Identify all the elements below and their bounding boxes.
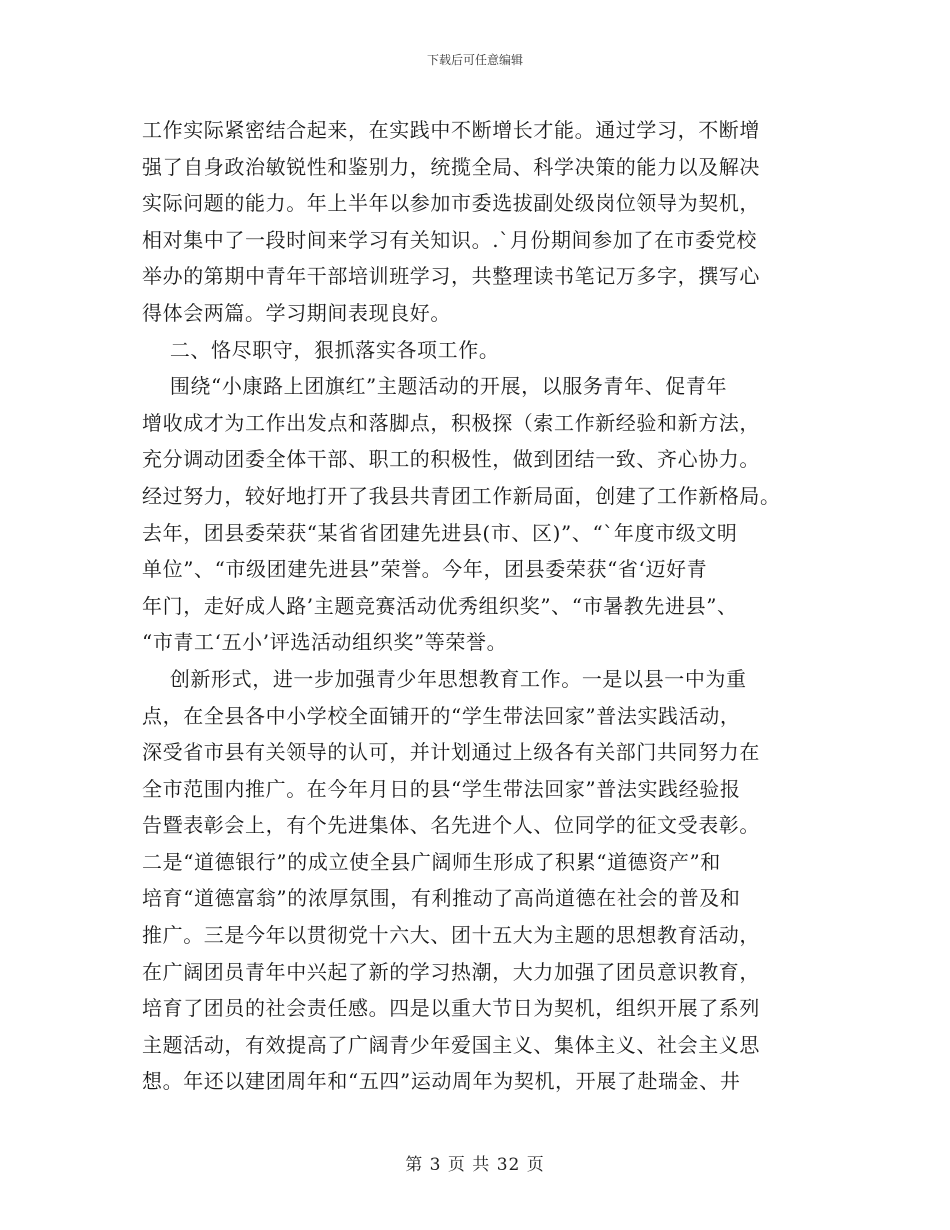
text-line: 年门，走好成人路’主题竞赛活动优秀组织奖”、“市暑教先进县”、 (142, 593, 738, 618)
text-line: 去年，团县委荣获“某省省团建先进县(市、区)”、“`年度市级文明 (142, 520, 738, 545)
text-line: 告暨表彰会上，有个先进集体、名先进个人、位同学的征文受表彰。 (142, 813, 760, 838)
text-line: 增收成才为工作出发点和落脚点，积极探（索工作新经验和新方法， (142, 410, 760, 435)
text-line: 主题活动，有效提高了广阔青少年爱国主义、集体主义、社会主义思 (142, 1032, 760, 1057)
text-line: 工作实际紧密结合起来，在实践中不断增长才能。通过学习，不断增 (142, 118, 760, 142)
text-line: 单位”、“市级团建先进县”荣誉。今年，团县委荣获“省‘迈好青 (142, 557, 708, 582)
text-line: 充分调动团委全体干部、职工的积极性，做到团结一致、齐心协力。 (142, 447, 760, 472)
text-line: 深受省市县有关领导的认可，并计划通过上级各有关部门共同努力在 (142, 740, 760, 765)
page-number-footer: 第 3 页 共 32 页 (405, 1155, 545, 1175)
text-line: 强了自身政治敏锐性和鉴别力，统揽全局、科学决策的能力以及解决 (142, 154, 760, 179)
text-line: 在广阔团员青年中兴起了新的学习热潮，大力加强了团员意识教育， (142, 959, 760, 984)
text-line: 想。年还以建团周年和“五四”运动周年为契机，开展了赴瑞金、井 (142, 1069, 741, 1094)
text-line: 得体会两篇。学习期间表现良好。 (142, 300, 451, 325)
text-line: “市青工‘五小’评选活动组织奖”等荣誉。 (142, 630, 508, 655)
section-heading: 二、恪尽职守，狠抓落实各项工作。 (142, 337, 500, 362)
text-line: 举办的第期中青年干部培训班学习，共整理读书笔记万多字，撰写心 (142, 264, 760, 289)
text-line: 二是“道德银行”的成立使全县广阔师生形成了积累“道德资产”和 (142, 849, 721, 874)
text-line: 实际问题的能力。年上半年以参加市委选拔副处级岗位领导为契机， (142, 191, 760, 216)
text-line: 培育“道德富翁”的浓厚氛围，有利推动了高尚道德在社会的普及和 (142, 886, 741, 911)
text-line: 点，在全县各中小学校全面铺开的“学生带法回家”普法实践活动， (142, 703, 741, 728)
text-line: 全市范围内推广。在今年月日的县“学生带法回家”普法实践经验报 (142, 776, 741, 801)
page-header: 下载后可任意编辑 (426, 53, 523, 67)
text-line: 推广。三是今年以贯彻党十六大、团十五大为主题的思想教育活动， (142, 923, 760, 948)
text-line: 围绕“小康路上团旗红”主题活动的开展，以服务青年、促青年 (142, 374, 728, 399)
text-line: 培育了团员的社会责任感。四是以重大节日为契机，组织开展了系列 (142, 996, 760, 1021)
document-body (142, 112, 802, 1100)
text-line: 经过努力，较好地打开了我县共青团工作新局面，创建了工作新格局。 (142, 483, 781, 508)
text-line: 相对集中了一段时间来学习有关知识。.`月份期间参加了在市委党校 (142, 227, 757, 252)
text-line: 创新形式，进一步加强青少年思想教育工作。一是以县一中为重 (142, 666, 747, 691)
